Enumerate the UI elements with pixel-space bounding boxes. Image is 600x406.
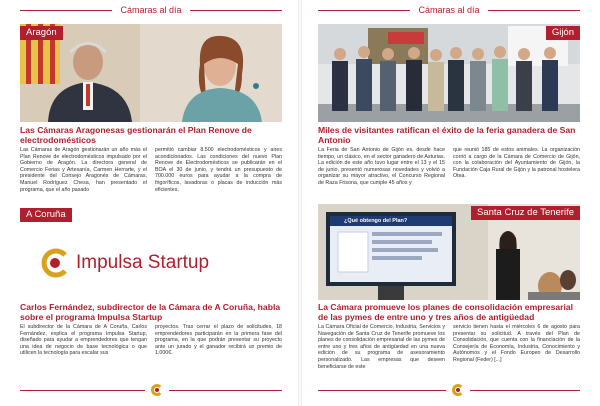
impulsa-logo-icon <box>40 248 70 278</box>
gijon-body-col2: que reunió 185 de estos animales. La organización corrió a cargo de la Cámara de Comercio de Gijón, con la colaboración del Ayuntamiento de Gijón, la Fundación Caja Rural de Gijón y la patronal hostelera Otea. <box>453 147 580 180</box>
aragon-body-col1: Las Cámaras de Aragón gestionarán un año más el Plan Renove de electrodomésticos impulsado por el Gobierno de Aragón. La directora general de Comercio Ferias y Artesanía, Carmen Herrarte, y el presidente del Consejo Aragonés de Cámaras, Manuel Rodríguez Chesa, han presentado el programa, que el año pasado <box>20 147 147 193</box>
footer-rule <box>470 390 580 391</box>
tenerife-body <box>318 324 580 380</box>
impulsa-logo <box>40 248 260 278</box>
gijon-body <box>318 147 580 199</box>
coruna-headline[interactable]: Carlos Fernández, subdirector de la Cámara de A Coruña, habla sobre el programa Impulsa Startup <box>20 302 281 322</box>
gijon-headline[interactable]: Miles de visitantes ratifican el éxito de la feria ganadera de San Antonio <box>318 125 576 145</box>
aragon-headline[interactable]: Las Cámaras Aragonesas gestionarán el Plan Renove de electrodomésticos <box>20 125 252 145</box>
tenerife-headline[interactable]: La Cámara promueve los planes de consolidación empresarial de las pymes de entre uno y tres años de antigüedad <box>318 302 574 322</box>
region-tag-coruna: A Coruña <box>20 208 72 222</box>
section-title: Cámaras al día <box>418 5 480 15</box>
page-footer <box>20 384 282 396</box>
region-tag-tenerife: Santa Cruz de Tenerife <box>471 206 580 220</box>
presentation-slide-title: ¿Qué obtengo del Plan? <box>344 218 408 224</box>
header-rule <box>190 10 282 11</box>
header-rule <box>488 10 580 11</box>
header-rule <box>318 10 410 11</box>
header-rule <box>20 10 112 11</box>
tenerife-body-col2: servicio tienen hasta el miércoles 6 de agosto para presentar su solicitud. A través del Plan de Consolidación, que cuenta con la financiación de la Consejería de Economía, Industria, Conocimiento y Autónomos y el Fondo Europeo de Desarrollo Regional (Feder) [...] <box>453 324 580 363</box>
camara-logo-icon <box>151 384 163 396</box>
page-header <box>20 4 282 16</box>
section-title: Cámaras al día <box>120 5 182 15</box>
region-tag-gijon: Gijón <box>546 26 580 40</box>
impulsa-logo-text: Impulsa Startup <box>76 252 210 273</box>
aragon-body <box>20 147 282 199</box>
page-footer <box>318 384 580 396</box>
camara-logo-icon <box>452 384 464 396</box>
region-tag-aragon: Aragón <box>20 26 63 40</box>
coruna-body <box>20 324 282 370</box>
page-header <box>318 4 580 16</box>
right-page <box>300 0 600 406</box>
tenerife-body-col1: La Cámara Oficial de Comercio, Industria, Servicios y Navegación de Santa Cruz de Tenerife promueve los planes de consolidación empresarial de las pymes de entre uno y tres años de antigüedad en una nueva edición de su programa de asesoramiento personalizado. Las empresas que deseen beneficiarse de este <box>318 324 445 370</box>
gijon-photo <box>318 24 580 122</box>
coruna-body-col2: proyectos. Tras cerrar el plazo de solicitudes, 18 emprendedores participarán en la primera fase del programa, en la que podrán presentar su proyecto ante un jurado y el ganador recibirá un premio de 1.000€. <box>155 324 282 357</box>
footer-rule <box>318 390 446 391</box>
footer-rule <box>20 390 145 391</box>
coruna-body-col1: El subdirector de la Cámara de A Coruña, Carlos Fernández, explica el programa Impulsa Startup, diseñado para ayudar a emprendedores que tengan una idea de negocio de base tecnológica o que utilicen la tecnología para escalar sus <box>20 324 147 357</box>
gijon-body-col1: La Feria de San Antonio de Gijón es, desde hace tiempo, un clásico, en el sector ganadero de Asturias. La edición de este año tuvo lugar entre el 13 y el 15 de junio, presentó numerosas novedades y volvió a organizar su mayor atractivo, el Concurso Regional de Raza Frisona, que cumple 45 años y <box>318 147 445 186</box>
footer-rule <box>169 390 282 391</box>
aragon-body-col2: permitió cambiar 8.500 electrodomésticos y aires acondicionados. Las condiciones del nuevo Plan Renove de Electrodomésticos se publicarán en el BOA el 30 de junio, y tendrá un presupuesto de 700.000 euros para ayudar a la compra de frigoríficos, lavadoras o placas de inducción más eficientes. <box>155 147 282 193</box>
